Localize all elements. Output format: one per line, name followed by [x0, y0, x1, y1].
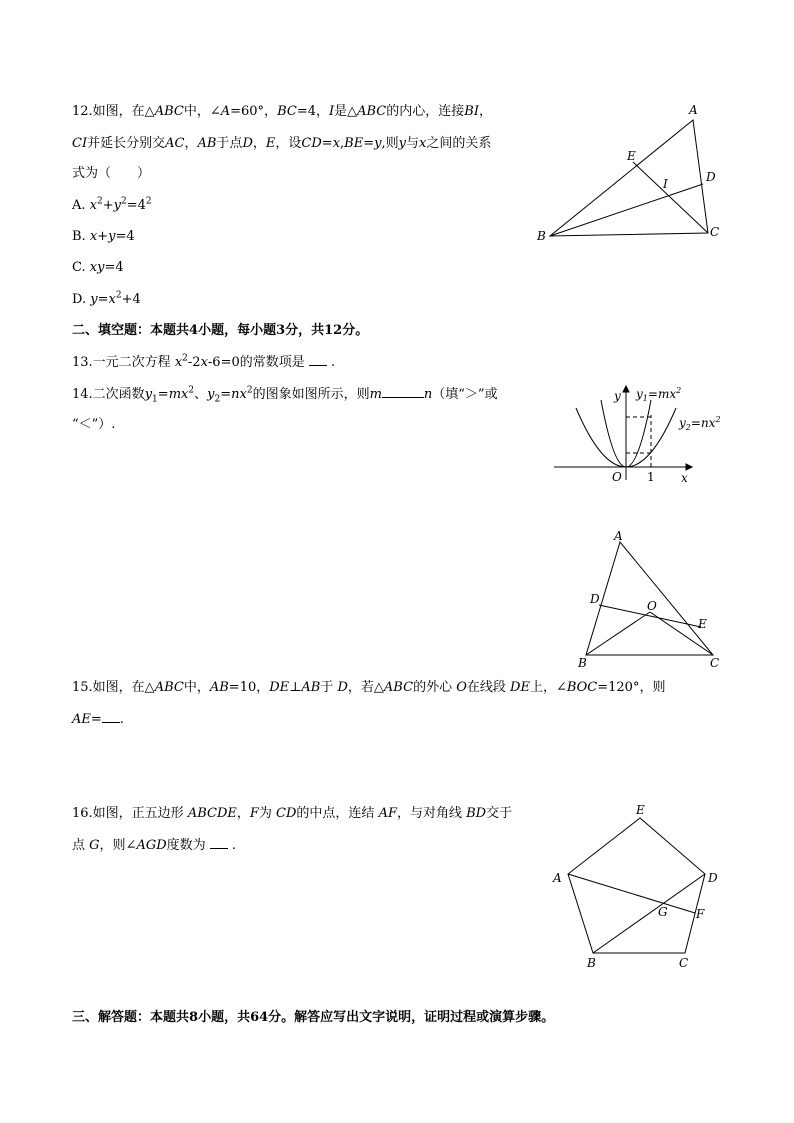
q14-line2: “＜”）. [72, 417, 116, 432]
label-d: D [590, 592, 600, 606]
label-a: A [689, 103, 698, 117]
label-i: I [663, 177, 668, 191]
label-g: G [658, 905, 668, 919]
label-y-axis: y [614, 389, 621, 403]
label-y1: $y_1=mx^2$ [636, 386, 682, 403]
q13-line: 13.一元二次方程 $x^2-2x-6=0$的常数项是 . [72, 353, 336, 370]
q15-triangle-figure [574, 528, 734, 673]
q16-answer-blank[interactable] [210, 837, 228, 849]
q13-answer-blank[interactable] [309, 354, 327, 366]
q12-triangle-figure [530, 96, 730, 256]
q12-option-a: A. $x^2+y^2=4^2$ [72, 196, 152, 213]
q15-answer-blank[interactable] [102, 711, 120, 723]
q15-line1: 15.如图，在△ABC中，AB=10，DE⊥AB于 D，若△ABC的外心 O在线段 DE上，∠BOC=120°，则 [72, 680, 666, 695]
q16-line1: 16.如图，正五边形 ABCDE，F为 CD的中点，连结 AF，与对角线 BD交于 [72, 806, 513, 821]
q16-line2: 点 G，则∠AGD度数为 . [72, 838, 237, 853]
label-origin: O [612, 470, 622, 484]
q12-option-c: C. xy=4 [72, 260, 124, 275]
regular-pentagon [568, 818, 705, 953]
segment-af [568, 874, 695, 913]
label-c: C [710, 225, 720, 239]
segment-ce [633, 162, 708, 233]
label-c: C [710, 656, 720, 670]
label-b: B [578, 656, 587, 670]
label-o: O [647, 599, 657, 613]
q15-line2: AE= . [72, 712, 124, 727]
label-c: C [679, 956, 689, 970]
label-a: A [614, 529, 623, 543]
label-e: E [698, 617, 707, 631]
label-x-axis: x [681, 471, 688, 485]
label-a: A [553, 871, 562, 885]
segment-bd [550, 184, 703, 236]
label-b: B [537, 229, 546, 243]
q12-line3: 式为（ ） [72, 166, 151, 181]
q12-line2: CI并延长分别交AC，AB于点D，E，设CD=x,BE=y,则y与x之间的关系 [72, 136, 492, 151]
q14-answer-blank[interactable] [382, 386, 424, 398]
label-d: D [708, 871, 718, 885]
label-e: E [627, 149, 636, 163]
q16-pentagon-figure [546, 800, 736, 980]
label-b: B [587, 956, 596, 970]
q12-option-b: B. x+y=4 [72, 229, 135, 244]
section-3-heading: 三、解答题：本题共8小题，共64分。解答应写出文字说明，证明过程或演算步骤。 [72, 1010, 555, 1025]
q14-line1: 14.二次函数$y_1=mx^2$、$y_2=nx^2$的图象如图所示，则m n（填“＞”或 [72, 385, 498, 405]
label-f: F [696, 907, 705, 921]
y-axis-arrow [623, 386, 629, 392]
section-2-heading: 二、填空题：本题共4小题，每小题3分，共12分。 [72, 323, 369, 338]
label-d: D [706, 170, 716, 184]
segment-ob [586, 612, 650, 655]
label-y2: $y_2=nx^2$ [679, 415, 721, 432]
label-e: E [636, 803, 645, 817]
x-axis-arrow [686, 464, 692, 470]
q14-parabola-figure [548, 380, 738, 490]
label-one: 1 [647, 470, 655, 484]
triangle-abc [550, 120, 708, 236]
q12-line1: 12.如图，在△ABC中，∠A=60°，BC=4，I是△ABC的内心，连接BI， [72, 104, 492, 119]
q12-option-d: D. $y=x^2+4$ [72, 290, 141, 307]
